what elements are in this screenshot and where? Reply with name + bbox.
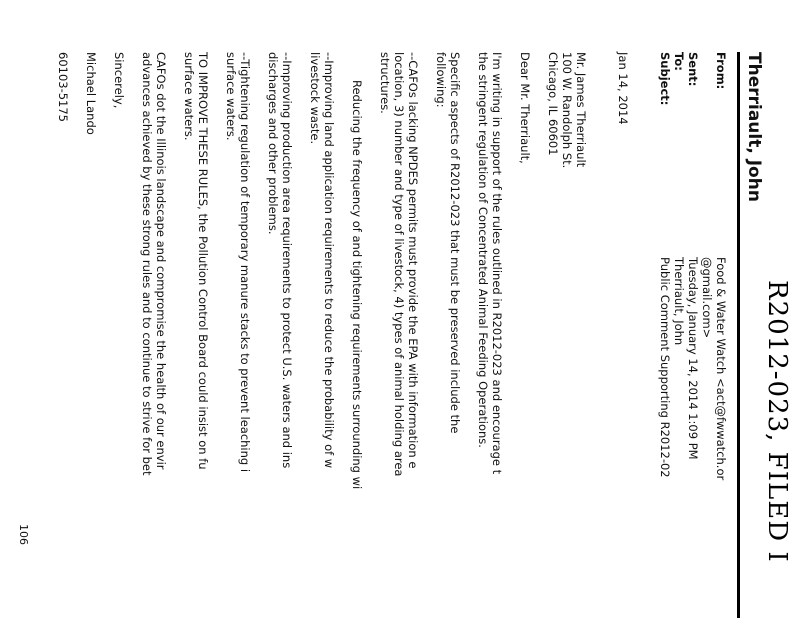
paragraph-line: structures.	[378, 52, 392, 114]
address-line-2: 100 W. Randolph St.	[560, 52, 574, 169]
salutation: Dear Mr. Therriault,	[518, 52, 532, 164]
paragraph-line: location, 3) number and type of livestock, 4) types of animal holding area	[392, 52, 406, 477]
closing: Sincerely,	[112, 52, 126, 109]
letter-date: Jan 14, 2014	[616, 52, 630, 125]
paragraph-line: --Improving land application requirements to reduce the probability of w	[322, 52, 336, 469]
paragraph-line: discharges and other problems.	[266, 52, 280, 235]
header-value-from: Food & Water Watch <act@fwwatch.or	[714, 257, 728, 481]
paragraph-line: surface waters.	[182, 52, 196, 141]
paragraph-line: CAFOs dot the Illinois landscape and compromise the health of our envir	[154, 52, 168, 470]
paragraph-line: surface waters.	[224, 52, 238, 141]
signature-name: Michael Lando	[84, 52, 98, 135]
header-label-to: To:	[672, 52, 686, 71]
paragraph-line: --Tightening regulation of temporary manure stacks to prevent leaching i	[238, 52, 252, 473]
paragraph-line: livestock waste.	[308, 52, 322, 145]
paragraph-line: Specific aspects of R2012-023 that must be preserved include the	[448, 52, 462, 434]
header-value-to: Therriault, John	[672, 257, 686, 346]
paragraph-line: TO IMPROVE THESE RULES, the Pollution Control Board could insist on fu	[196, 52, 210, 470]
header-value-sent: Tuesday, January 14, 2014 1:09 PM	[686, 257, 700, 460]
sender-name-heading: Therriault, John	[744, 52, 764, 202]
signature-zip: 60103-5175	[56, 52, 70, 122]
paragraph-line: I'm writing in support of the rules outlined in R2012-023 and encourage t	[490, 52, 504, 475]
paragraph-line: Reducing the frequency of and tightening requirements surrounding wi	[350, 80, 364, 490]
header-label-from: From:	[714, 52, 728, 90]
address-line-1: Mr. James Therriault	[574, 52, 588, 168]
page-number: 106	[17, 524, 30, 545]
header-value-subject: Public Comment Supporting R2012-02	[658, 257, 672, 478]
filing-stamp: R2012-023, FILED I	[762, 280, 792, 563]
paragraph-line: --Improving production area requirements to protect U.S. waters and ins	[280, 52, 294, 469]
paragraph-line: following:	[434, 52, 448, 108]
paragraph-line: --CAFOs lacking NPDES permits must provide the EPA with information e	[406, 52, 420, 469]
header-rule	[737, 52, 740, 618]
header-label-subject: Subject:	[658, 52, 672, 106]
address-line-3: Chicago, IL 60601	[546, 52, 560, 156]
header-label-sent: Sent:	[686, 52, 700, 87]
paragraph-line: advances achieved by these strong rules and to continue to strive for bet	[140, 52, 154, 476]
header-value-from-line2: @gmail.com>	[700, 257, 714, 339]
paragraph-line: the stringent regulation of Concentrated Animal Feeding Operations.	[476, 52, 490, 448]
